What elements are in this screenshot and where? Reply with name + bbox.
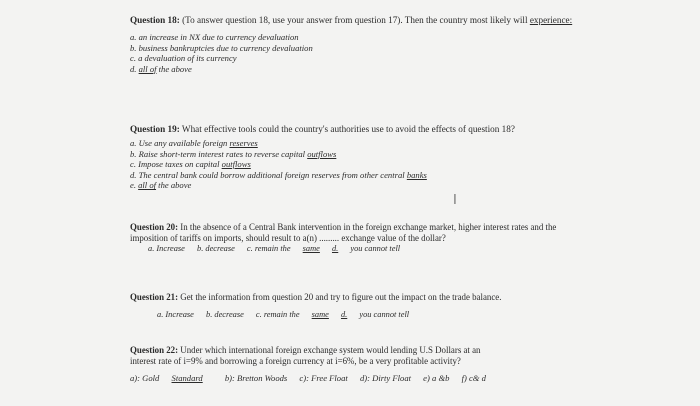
opt-prefix: c. remain the xyxy=(255,310,302,319)
opt-underlined: banks xyxy=(406,169,427,180)
question-22-option-e: e) a &b xyxy=(423,373,450,383)
opt-underlined: same xyxy=(311,310,329,319)
question-20-stem xyxy=(130,222,575,243)
question-22-text-line-2: interest rate of i=9% and borrowing a foreign currency at i=6%, be a very profitable activity? xyxy=(130,356,461,366)
opt-suffix: you cannot tell xyxy=(357,310,410,319)
question-18-stem xyxy=(130,15,580,26)
question-22-option-d: d): Dirty Float xyxy=(359,373,412,383)
question-22-option-f: f) c& d xyxy=(461,373,486,383)
question-22-option-a xyxy=(130,373,213,383)
opt-underlined: outflows xyxy=(307,148,337,159)
question-21-option-c xyxy=(256,310,419,319)
question-21-label: Question 21: xyxy=(130,292,179,302)
question-21 xyxy=(130,292,590,319)
opt-prefix: b. Raise short-term interest rates to reverse capital xyxy=(130,148,308,159)
opt-underlined: Standard xyxy=(171,373,203,383)
opt-prefix: a): Gold xyxy=(130,373,162,383)
question-19-option-a xyxy=(130,138,600,149)
question-22-option-b: b): Bretton Woods xyxy=(224,373,288,383)
question-20-option-a: a. Increase xyxy=(148,244,185,253)
question-20-option-c xyxy=(247,244,410,253)
question-18-option-c: c. a devaluation of its currency xyxy=(130,53,237,64)
question-18-option-d xyxy=(130,64,580,75)
opt-prefix: e. xyxy=(130,180,139,191)
question-19-option-b xyxy=(130,149,600,160)
question-19-option-e xyxy=(130,180,600,191)
question-18-option-a: a. an increase in NX due to currency devaluation xyxy=(130,32,299,42)
question-19-text: What effective tools could the country's authorities use to avoid the effects of question 18? xyxy=(181,124,515,134)
question-21-text: Get the information from question 20 and try to figure out the impact on the trade balance. xyxy=(180,292,502,302)
question-20-label: Question 20: xyxy=(130,222,179,232)
question-21-stem xyxy=(130,292,590,303)
question-18 xyxy=(130,15,580,74)
question-18-option-b: b. business bankruptcies due to currency devaluation xyxy=(130,42,313,53)
question-20-options xyxy=(130,244,575,253)
question-21-option-b: b. decrease xyxy=(206,310,244,319)
question-20-option-b: b. decrease xyxy=(197,244,235,253)
opt-prefix: a. Use any available foreign xyxy=(130,138,230,148)
question-19-option-d xyxy=(130,170,600,181)
opt-suffix: the above xyxy=(156,180,192,191)
question-22-options xyxy=(130,373,590,383)
question-22-label: Question 22: xyxy=(130,345,179,355)
opt-prefix: d. The central bank could borrow additional foreign reserves from other central xyxy=(130,169,407,180)
question-18-label: Question 18: xyxy=(130,15,180,25)
opt-underlined: all of xyxy=(138,180,157,191)
question-21-options xyxy=(130,310,590,319)
question-21-option-a: a. Increase xyxy=(157,310,194,319)
question-20-text: In the absence of a Central Bank intervention in the foreign exchange market, higher interest rates and the imposition of tariffs on imports, should result to a(n) ......... exchange value of the dollar? xyxy=(130,222,557,243)
question-19 xyxy=(130,124,600,191)
question-18-text: (To answer question 18, use your answer from question 17). Then the country most likely will xyxy=(182,15,528,25)
opt-d-marker: d. xyxy=(331,244,339,253)
opt-underlined: same xyxy=(302,244,320,253)
question-19-stem xyxy=(130,124,600,135)
opt-prefix: c. remain the xyxy=(246,244,293,253)
opt-prefix: d. xyxy=(130,63,139,74)
opt-underlined: all of xyxy=(138,63,157,74)
opt-d-marker: d. xyxy=(340,310,348,319)
question-20 xyxy=(130,222,575,253)
question-22-text-line-1: Under which international foreign exchange system would lending U.S Dollars at an xyxy=(180,345,481,355)
question-18-text-underlined: experience: xyxy=(529,15,573,25)
question-19-option-c xyxy=(130,159,600,170)
opt-suffix: the above xyxy=(156,63,192,74)
opt-suffix: you cannot tell xyxy=(348,244,401,253)
question-22-stem xyxy=(130,345,590,356)
opt-underlined: reserves xyxy=(229,138,258,148)
question-22-option-c: c): Free Float xyxy=(299,373,348,383)
question-19-label: Question 19: xyxy=(130,124,180,134)
opt-prefix: c. Impose taxes on capital xyxy=(130,159,222,170)
text-cursor-icon: I xyxy=(453,193,457,208)
question-22 xyxy=(130,345,590,383)
opt-underlined: outflows xyxy=(221,159,251,170)
